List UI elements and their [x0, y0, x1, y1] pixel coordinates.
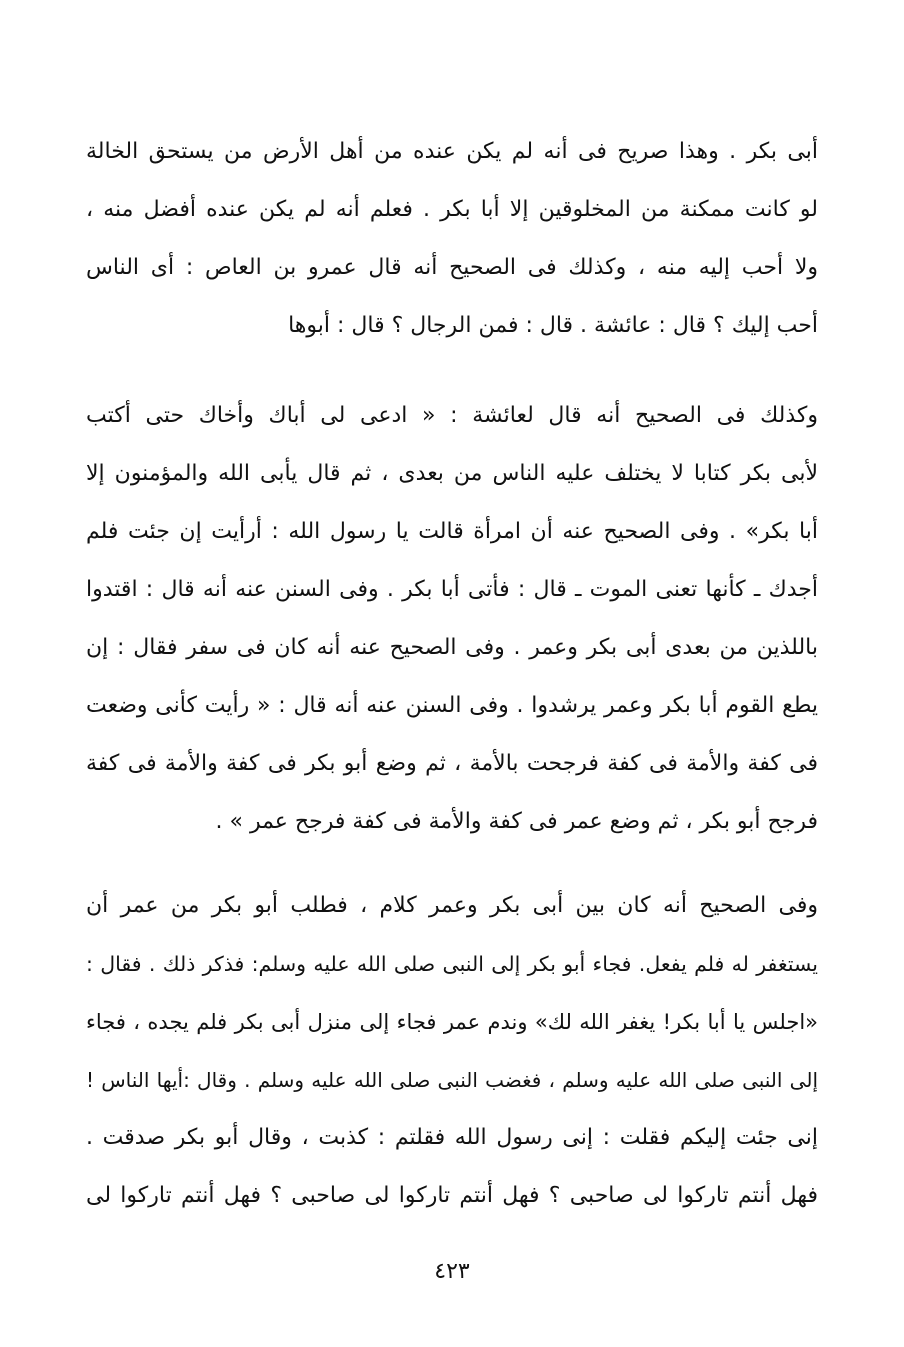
- text-line: أجدك ـ كأنها تعنى الموت ـ قال : فأتى أبا بكر . وفى السنن عنه أنه قال : اقتدوا: [86, 577, 818, 602]
- text-line: فهل أنتم تاركوا لى صاحبى ؟ فهل أنتم تاركوا لى صاحبى ؟ فهل أنتم تاركوا لى: [86, 1183, 818, 1208]
- text-line: يطع القوم أبا بكر وعمر يرشدوا . وفى السنن عنه أنه قال : « رأيت كأنى وضعت: [86, 693, 818, 718]
- text-line: إلى النبى صلى الله عليه وسلم ، فغضب النبى صلى الله عليه وسلم . وقال :أيها الناس !: [86, 1068, 818, 1092]
- text-line: باللذين من بعدى أبى بكر وعمر . وفى الصحيح عنه أنه كان فى سفر فقال : إن: [86, 635, 818, 660]
- text-line: أحب إليك ؟ قال : عائشة . قال : فمن الرجال ؟ قال : أبوها: [288, 313, 818, 338]
- text-line: يستغفر له فلم يفعل. فجاء أبو بكر إلى النبى صلى الله عليه وسلم: فذكر ذلك . فقال :: [86, 952, 818, 976]
- text-line: لو كانت ممكنة من المخلوقين إلا أبا بكر . فعلم أنه لم يكن عنده أفضل منه ،: [86, 197, 818, 222]
- text-line: أبى بكر . وهذا صريح فى أنه لم يكن عنده من أهل الأرض من يستحق الخالة: [86, 139, 818, 164]
- page-number: ٤٢٣: [434, 1259, 470, 1284]
- text-line: إنى جئت إليكم فقلت : إنى رسول الله فقلتم : كذبت ، وقال أبو بكر صدقت .: [86, 1125, 818, 1150]
- text-line: فرجح أبو بكر ، ثم وضع عمر فى كفة والأمة فى كفة فرجح عمر » .: [215, 809, 818, 834]
- text-line: وفى الصحيح أنه كان بين أبى بكر وعمر كلام ، فطلب أبو بكر من عمر أن: [86, 893, 818, 918]
- text-line: لأبى بكر كتابا لا يختلف عليه الناس من بعدى ، ثم قال يأبى الله والمؤمنون إلا: [86, 461, 818, 486]
- text-line: أبا بكر» . وفى الصحيح عنه أن امرأة قالت يا رسول الله : أرأيت إن جئت فلم: [86, 519, 818, 544]
- paragraph-3: [86, 877, 818, 1225]
- text-line: ولا أحب إليه منه ، وكذلك فى الصحيح أنه قال عمرو بن العاص : أى الناس: [86, 255, 818, 280]
- text-line: فى كفة والأمة فى كفة فرجحت بالأمة ، ثم وضع أبو بكر فى كفة والأمة فى كفة: [86, 751, 818, 776]
- text-line: «اجلس يا أبا بكر! يغفر الله لك» وندم عمر فجاء إلى منزل أبى بكر فلم يجده ، فجاء: [86, 1010, 818, 1034]
- paragraph-2: [86, 387, 818, 851]
- text-line: وكذلك فى الصحيح أنه قال لعائشة : « ادعى لى أباك وأخاك حتى أكتب: [86, 403, 818, 428]
- paragraph-1: [86, 123, 818, 355]
